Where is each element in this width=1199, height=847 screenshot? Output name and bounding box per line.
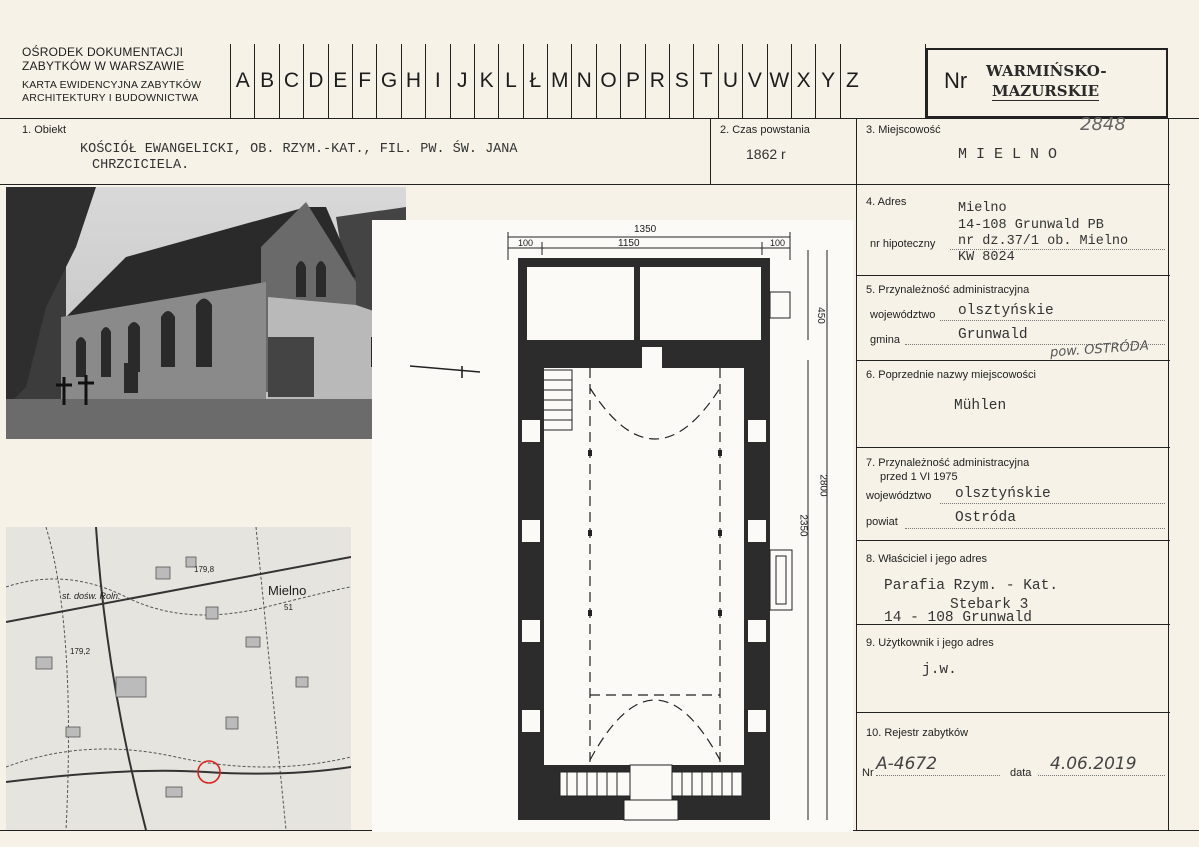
address-line1: Mielno bbox=[958, 201, 1007, 216]
card-type-line1: KARTA EWIDENCYJNA ZABYTKÓW bbox=[22, 79, 202, 91]
map-number: 51 bbox=[284, 603, 293, 612]
commune-label: gmina bbox=[870, 334, 900, 346]
admin-before-label: 7. Przynależność administracyjna bbox=[866, 457, 1030, 469]
index-letter: P bbox=[620, 44, 644, 118]
index-letter: M bbox=[547, 44, 571, 118]
mortgage-line2: KW 8024 bbox=[958, 250, 1015, 265]
object-label: 1. Obiekt bbox=[22, 124, 67, 136]
map-elevation-2: 179,2 bbox=[70, 647, 91, 656]
voivodeship-label: województwo bbox=[870, 309, 936, 321]
index-letter: H bbox=[401, 44, 425, 118]
date-built-label: 2. Czas powstania bbox=[720, 124, 810, 136]
index-letter: G bbox=[376, 44, 400, 118]
stamp-line1: WARMIŃSKO- bbox=[986, 62, 1107, 80]
voivodeship-before-label: województwo bbox=[866, 490, 932, 502]
index-letter: W bbox=[767, 44, 791, 118]
map-town-label: Mielno bbox=[268, 583, 307, 598]
index-letter: S bbox=[669, 44, 693, 118]
index-letter: N bbox=[571, 44, 595, 118]
address-label: 4. Adres bbox=[866, 196, 907, 208]
object-value-line1: KOŚCIÓŁ EWANGELICKI, OB. RZYM.-KAT., FIL. PW. ŚW. JANA bbox=[80, 142, 518, 157]
address-line2: 14-108 Grunwald PB bbox=[958, 218, 1104, 233]
voivodeship-before-value: olsztyńskie bbox=[955, 486, 1051, 502]
dim-height-total: 2800 bbox=[817, 474, 829, 497]
mortgage-line1: nr dz.37/1 ob. Mielno bbox=[958, 234, 1129, 249]
church-photo bbox=[6, 187, 406, 439]
index-letter: Y bbox=[815, 44, 839, 118]
floor-plan-drawing bbox=[372, 220, 853, 832]
dim-mid: 1150 bbox=[618, 238, 640, 249]
index-letter: E bbox=[328, 44, 352, 118]
dim-right: 100 bbox=[770, 238, 786, 248]
institution-name bbox=[22, 45, 184, 73]
dim-top: 450 bbox=[814, 307, 826, 324]
nr-label: Nr bbox=[944, 68, 968, 93]
index-letter: I bbox=[425, 44, 449, 118]
index-letter: V bbox=[742, 44, 766, 118]
owner-label: 8. Właściciel i jego adres bbox=[866, 553, 988, 565]
index-letter: Z bbox=[840, 44, 864, 118]
district-note: pow. OSTRÓDA bbox=[1049, 338, 1150, 361]
date-built-value: 1862 r bbox=[746, 146, 786, 162]
index-letter: J bbox=[450, 44, 474, 118]
index-letters bbox=[230, 44, 864, 118]
index-letter: R bbox=[645, 44, 669, 118]
region-stamp bbox=[926, 48, 1168, 118]
mortgage-label: nr hipoteczny bbox=[870, 238, 936, 250]
index-letter: K bbox=[474, 44, 498, 118]
dim-left: 100 bbox=[518, 238, 534, 248]
institution-line2: ZABYTKÓW W WARSZAWIE bbox=[22, 59, 185, 73]
user-value: j.w. bbox=[922, 662, 957, 678]
location-map bbox=[6, 527, 351, 830]
admin-before-date: przed 1 VI 1975 bbox=[880, 471, 958, 483]
register-date-label: data bbox=[1010, 767, 1032, 779]
location-map-image bbox=[6, 527, 351, 830]
register-nr-label: Nr bbox=[862, 767, 874, 779]
index-letter: O bbox=[596, 44, 620, 118]
index-letter: U bbox=[718, 44, 742, 118]
stamp-line2: MAZURSKIE bbox=[992, 82, 1100, 100]
commune-value: Grunwald bbox=[958, 327, 1028, 343]
church-photo-image bbox=[6, 187, 406, 439]
dim-total: 1350 bbox=[634, 224, 657, 235]
index-letter: B bbox=[254, 44, 278, 118]
object-value-line2: CHRZCICIELA. bbox=[92, 158, 190, 173]
index-letter: T bbox=[693, 44, 717, 118]
dim-nave: 2350 bbox=[797, 514, 809, 537]
map-elevation-1: 179,8 bbox=[194, 565, 215, 574]
locality-label: 3. Miejscowość bbox=[866, 124, 941, 136]
institution-line1: OŚRODEK DOKUMENTACJI bbox=[22, 45, 184, 59]
former-names-label: 6. Poprzednie nazwy miejscowości bbox=[866, 369, 1036, 381]
voivodeship-value: olsztyńskie bbox=[958, 303, 1054, 319]
index-letter: D bbox=[303, 44, 327, 118]
former-names-value: Mühlen bbox=[954, 398, 1007, 414]
map-station-label: st. dośw. Roln. bbox=[62, 591, 121, 601]
owner-line2: Stebark 3 bbox=[950, 597, 1029, 613]
locality-value: M I E L N O bbox=[958, 146, 1058, 163]
floor-plan bbox=[372, 220, 853, 832]
index-letter: F bbox=[352, 44, 376, 118]
owner-line3: 14 - 108 Grunwald bbox=[884, 610, 1032, 626]
register-date-value: 4.06.2019 bbox=[1050, 754, 1137, 774]
index-letter: A bbox=[230, 44, 254, 118]
register-label: 10. Rejestr zabytków bbox=[866, 727, 969, 739]
user-label: 9. Użytkownik i jego adres bbox=[866, 637, 994, 649]
register-nr-value: A-4672 bbox=[876, 754, 938, 774]
card-type-line2: ARCHITEKTURY I BUDOWNICTWA bbox=[22, 92, 199, 104]
index-letter: Ł bbox=[523, 44, 547, 118]
admin-label: 5. Przynależność administracyjna bbox=[866, 284, 1030, 296]
county-value: Ostróda bbox=[955, 510, 1016, 526]
owner-line1: Parafia Rzym. - Kat. bbox=[884, 578, 1059, 594]
card-type bbox=[22, 79, 201, 105]
index-letter: L bbox=[498, 44, 522, 118]
index-letter: C bbox=[279, 44, 303, 118]
handwritten-number: 2848 bbox=[1080, 114, 1126, 135]
index-letter: X bbox=[791, 44, 815, 118]
county-label: powiat bbox=[866, 516, 898, 528]
